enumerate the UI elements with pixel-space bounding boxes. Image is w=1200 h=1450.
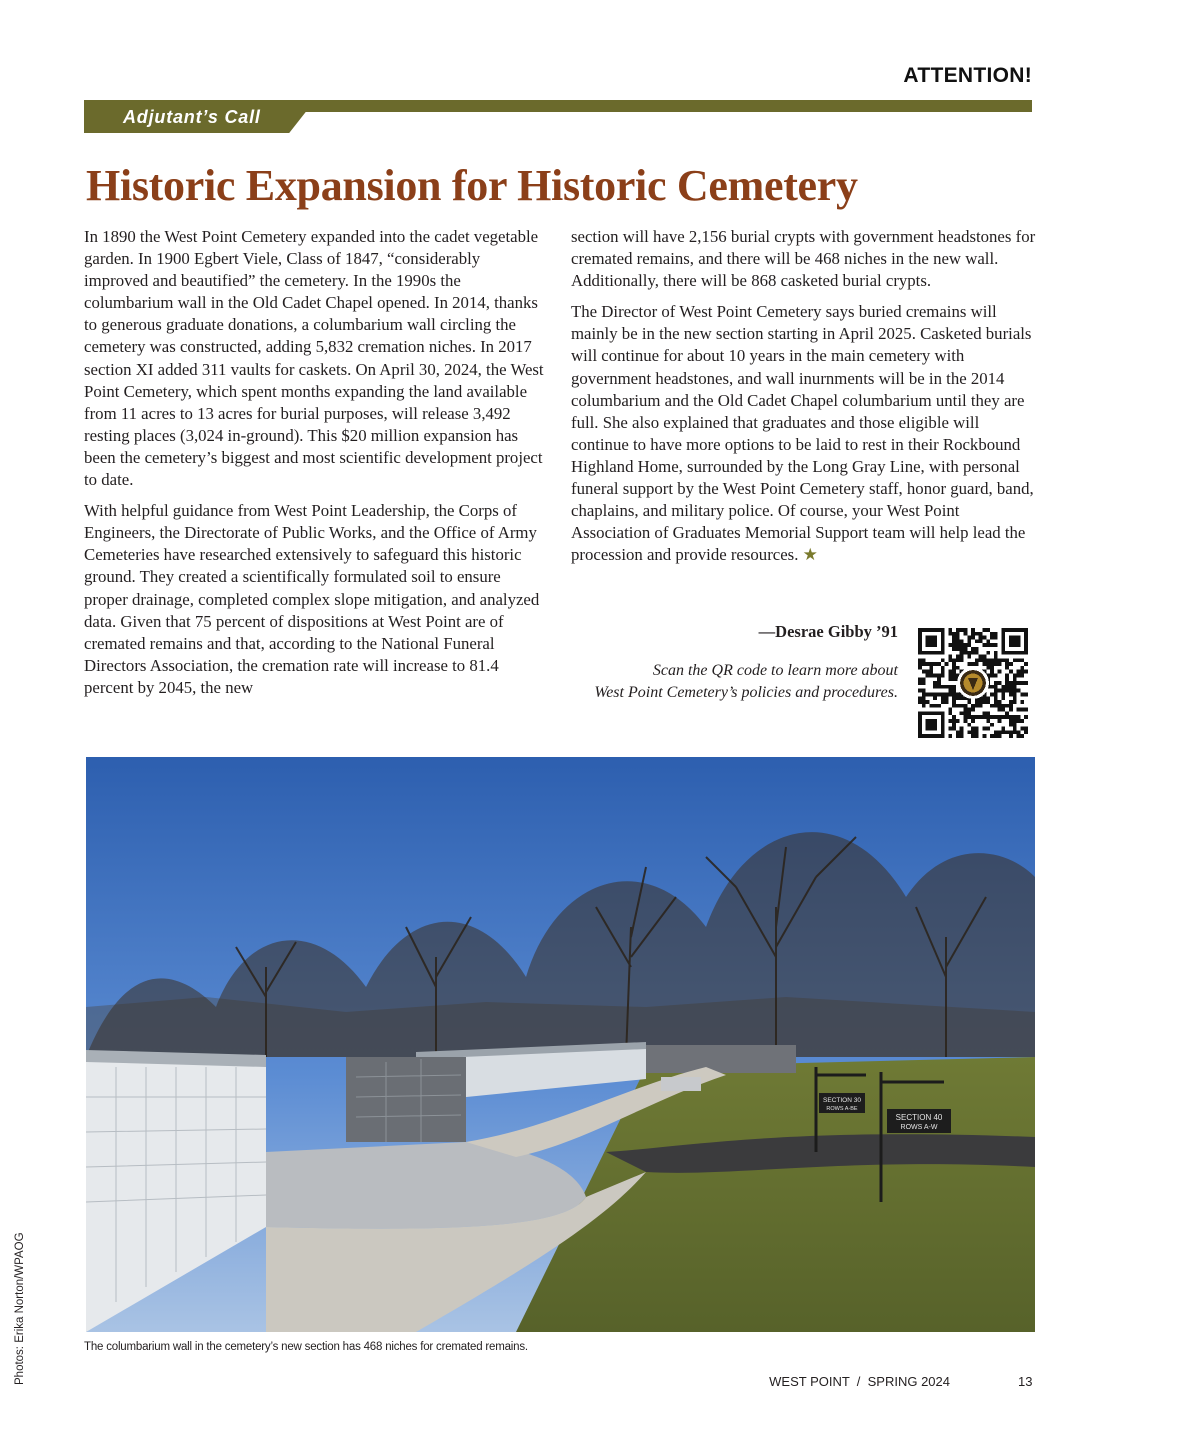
paragraph: section will have 2,156 burial crypts with government headstones for cremated remains, and there will be 468 niches in the new wall. Additionally, there will be 868 casketed burial crypts. bbox=[571, 227, 1036, 291]
qr-caption-line: Scan the QR code to learn more about bbox=[652, 662, 898, 679]
footer-publication: WEST POINT / SPRING 2024 bbox=[769, 1374, 950, 1389]
sign-text: SECTION 30 bbox=[823, 1097, 861, 1104]
photo-caption: The columbarium wall in the cemetery’s new section has 468 niches for cremated remains. bbox=[84, 1341, 528, 1353]
paragraph-with-end-mark bbox=[571, 301, 1037, 566]
paragraph: With helpful guidance from West Point Leadership, the Corps of Engineers, the Directorate of Public Works, and the Office of Army Cemeteries have researched extensively to safeguard this historic ground. They created a scientifically formulated soil to ensure proper drainage, completed complex slope mitigation, and analyzed data. Given that 75 percent of dispositions at West Point are of cremated remains and that, according to the National Funeral Directors Association, the cremation rate will increase to 81.4 percent by 2045, the new bbox=[84, 501, 540, 697]
attention-label: ATTENTION! bbox=[903, 64, 1032, 87]
qr-caption-line: West Point Cemetery’s policies and procedures. bbox=[594, 684, 898, 701]
sign-text: ROWS A-BE bbox=[826, 1106, 858, 1112]
sign-text: ROWS A-W bbox=[900, 1124, 938, 1131]
section-30-sign bbox=[819, 1093, 865, 1113]
photo-credit: Photos: Erika Norton/WPAOG bbox=[14, 1232, 26, 1385]
qr-code-icon[interactable] bbox=[918, 628, 1028, 738]
page-number: 13 bbox=[1018, 1374, 1033, 1389]
paragraph: In 1890 the West Point Cemetery expanded into the cadet vegetable garden. In 1900 Egbert Viele, Class of 1847, “considerably improved and beautified” the cemetery. In the 1990s the columbarium wall in the Old Cadet Chapel opened. In 2014, thanks to generous graduate donations, a columbarium wall circling the cemetery was constructed, adding 5,832 cremation niches. In 2017 section XI added 311 vaults for caskets. On April 30, 2024, the West Point Cemetery, which spent months expanding the land available from 11 acres to 13 acres for burial purposes, will release 3,492 resting places (3,024 in-ground). This $20 million expansion has been the cemetery’s biggest and most scientific development project to date. bbox=[84, 227, 544, 490]
author-byline: —Desrae Gibby ’91 bbox=[758, 622, 898, 641]
article-column-left bbox=[84, 226, 546, 708]
article-headline: Historic Expansion for Historic Cemetery bbox=[86, 161, 858, 210]
paragraph: The Director of West Point Cemetery says buried cremains will mainly be in the new section starting in April 2025. Casketed burials will continue for about 10 years in the main cemetery with government headstones, and wall inurnments will be in the 2014 columbarium and the Old Cadet Chapel columbarium until they are full. She also explained that graduates and those eligible will continue to have more options to be laid to rest in their Rockbound Highland Home, surrounded by the Long Gray Line, with personal funeral support by the West Point Cemetery staff, honor guard, band, chaplains, and military police. Of course, your West Point Association of Graduates Memorial Support team will help lead the procession and provide resources. bbox=[571, 302, 1034, 565]
sign-text: SECTION 40 bbox=[895, 1113, 943, 1122]
star-icon: ★ bbox=[802, 545, 818, 565]
cemetery-photo bbox=[86, 757, 1035, 1332]
qr-caption bbox=[538, 660, 898, 704]
section-40-sign bbox=[887, 1109, 951, 1133]
section-label: Adjutant’s Call bbox=[123, 107, 261, 127]
article-column-right bbox=[571, 226, 1037, 575]
